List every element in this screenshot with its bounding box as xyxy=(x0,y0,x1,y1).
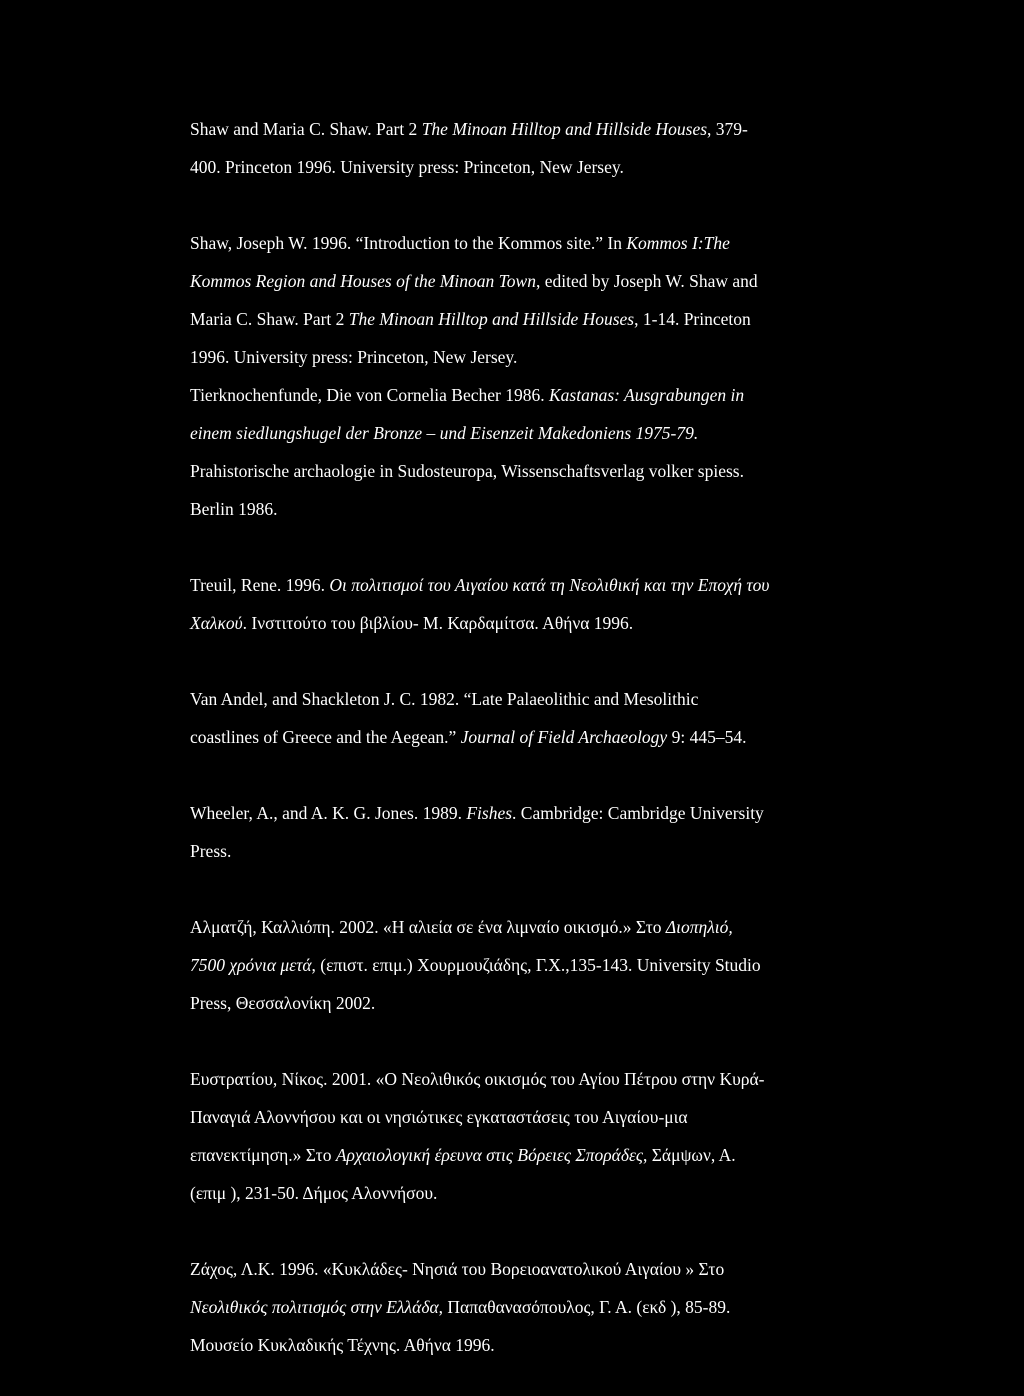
reference-entry xyxy=(190,794,880,870)
reference-entry xyxy=(190,680,880,756)
reference-title-italic: The Minoan Hilltop and Hillside Houses xyxy=(421,119,708,139)
reference-title-italic: einem siedlungshugel der Bronze – und Eisenzeit Makedoniens 1975-79. xyxy=(190,423,699,443)
reference-text: Maria C. Shaw. Part 2 xyxy=(190,309,349,329)
reference-entry xyxy=(190,224,880,376)
reference-text: 400. Princeton 1996. University press: Princeton, New Jersey. xyxy=(190,157,624,177)
reference-text: Shaw and Maria C. Shaw. Part 2 xyxy=(190,119,422,139)
entry-spacer xyxy=(190,642,880,680)
reference-text: Van Andel, and Shackleton J. C. 1982. “Late Palaeolithic and Mesolithic xyxy=(190,689,699,709)
reference-text: , 379- xyxy=(707,119,748,139)
reference-text: Ευστρατίου, Νίκος. 2001. «Ο Νεολιθικός οικισμός του Αγίου Πέτρου στην Κυρά- xyxy=(190,1069,765,1089)
reference-text: Αλματζή, Καλλιόπη. 2002. «Η αλιεία σε ένα λιμναίο οικισμό.» Στο xyxy=(190,917,666,937)
reference-entry xyxy=(190,376,880,528)
reference-title-italic: Kastanas: Ausgrabungen in xyxy=(549,385,745,405)
reference-title-italic: Fishes xyxy=(466,803,513,823)
reference-text: Tierknochenfunde, Die von Cornelia Becher 1986. xyxy=(190,385,549,405)
entry-spacer xyxy=(190,186,880,224)
reference-title-italic: Διοπηλιό, xyxy=(665,917,733,937)
entry-spacer xyxy=(190,1022,880,1060)
reference-title-italic: Οι πολιτισμοί του Αιγαίου κατά τη Νεολιθική και την Εποχή του xyxy=(329,575,770,595)
reference-line xyxy=(190,148,880,186)
reference-line xyxy=(190,414,880,452)
reference-line xyxy=(190,452,880,490)
reference-line xyxy=(190,490,880,528)
reference-entry xyxy=(190,110,880,186)
reference-text: . Cambridge: Cambridge University xyxy=(512,803,764,823)
reference-text: Ζάχος, Λ.Κ. 1996. «Κυκλάδες- Νησιά του Βορειοανατολικού Αιγαίου » Στο xyxy=(190,1259,725,1279)
reference-line xyxy=(190,718,880,756)
reference-text: Wheeler, A., and A. K. G. Jones. 1989. xyxy=(190,803,467,823)
reference-text: Prahistorische archaologie in Sudosteuropa, Wissenschaftsverlag volker spiess. xyxy=(190,461,744,481)
reference-line xyxy=(190,338,880,376)
reference-line xyxy=(190,300,880,338)
entry-spacer xyxy=(190,870,880,908)
reference-entry xyxy=(190,566,880,642)
reference-line xyxy=(190,376,880,414)
reference-text: επανεκτίμηση.» Στο xyxy=(190,1145,336,1165)
reference-line xyxy=(190,604,880,642)
reference-text: , edited by Joseph W. Shaw and xyxy=(535,271,758,291)
reference-line xyxy=(190,566,880,604)
reference-text: Treuil, Rene. 1996. xyxy=(190,575,330,595)
reference-title-italic: Νεολιθικός πολιτισμός στην Ελλάδα xyxy=(190,1297,439,1317)
reference-text: . Ινστιτούτο του βιβλίου- Μ. Καρδαμίτσα. Αθήνα 1996. xyxy=(242,613,634,633)
reference-text: Berlin 1986. xyxy=(190,499,278,519)
reference-title-italic: Αρχαιολογική έρευνα στις Βόρειες Σποράδες xyxy=(335,1145,643,1165)
reference-line xyxy=(190,1060,880,1098)
reference-title-italic: The Minoan Hilltop and Hillside Houses xyxy=(348,309,635,329)
reference-line xyxy=(190,1250,880,1288)
reference-text: Shaw, Joseph W. 1996. “Introduction to the Kommos site.” In xyxy=(190,233,627,253)
reference-entry xyxy=(190,1060,880,1212)
reference-line xyxy=(190,1174,880,1212)
reference-title-italic: Kommos I:The xyxy=(626,233,730,253)
reference-text: Press. xyxy=(190,841,232,861)
reference-line xyxy=(190,908,880,946)
entry-spacer xyxy=(190,1212,880,1250)
reference-entry xyxy=(190,1250,880,1364)
entry-spacer xyxy=(190,756,880,794)
reference-line xyxy=(190,680,880,718)
reference-text: , Σάμψων, Α. xyxy=(642,1145,736,1165)
reference-title-italic: Χαλκού xyxy=(190,613,243,633)
reference-line xyxy=(190,946,880,984)
reference-text: , 1-14. Princeton xyxy=(634,309,751,329)
entry-spacer xyxy=(190,528,880,566)
reference-text: (επιμ ), 231-50. Δήμος Αλοννήσου. xyxy=(190,1183,438,1203)
reference-text: , (επιστ. επιμ.) Χουρμουζιάδης, Γ.Χ.,135-143. University Studio xyxy=(311,955,761,975)
reference-line xyxy=(190,1326,880,1364)
reference-line xyxy=(190,1288,880,1326)
reference-line xyxy=(190,984,880,1022)
reference-line xyxy=(190,794,880,832)
reference-title-italic: Kommos Region and Houses of the Minoan Town xyxy=(190,271,536,291)
reference-line xyxy=(190,832,880,870)
reference-line xyxy=(190,224,880,262)
reference-line xyxy=(190,1098,880,1136)
reference-line xyxy=(190,110,880,148)
reference-title-italic: 7500 χρόνια μετά xyxy=(190,955,312,975)
reference-text: Μουσείο Κυκλαδικής Τέχνης. Αθήνα 1996. xyxy=(190,1335,495,1355)
reference-text: 9: 445–54. xyxy=(667,727,747,747)
reference-title-italic: Journal of Field Archaeology xyxy=(460,727,668,747)
reference-text: coastlines of Greece and the Aegean.” xyxy=(190,727,461,747)
reference-line xyxy=(190,262,880,300)
bibliography-list xyxy=(190,110,880,1364)
reference-line xyxy=(190,1136,880,1174)
reference-text: Press, Θεσσαλονίκη 2002. xyxy=(190,993,376,1013)
reference-entry xyxy=(190,908,880,1022)
reference-text: 1996. University press: Princeton, New Jersey. xyxy=(190,347,518,367)
reference-text: , Παπαθανασόπουλος, Γ. Α. (εκδ ), 85-89. xyxy=(438,1297,731,1317)
reference-text: Παναγιά Αλοννήσου και οι νησιώτικες εγκαταστάσεις του Αιγαίου-μια xyxy=(190,1107,688,1127)
